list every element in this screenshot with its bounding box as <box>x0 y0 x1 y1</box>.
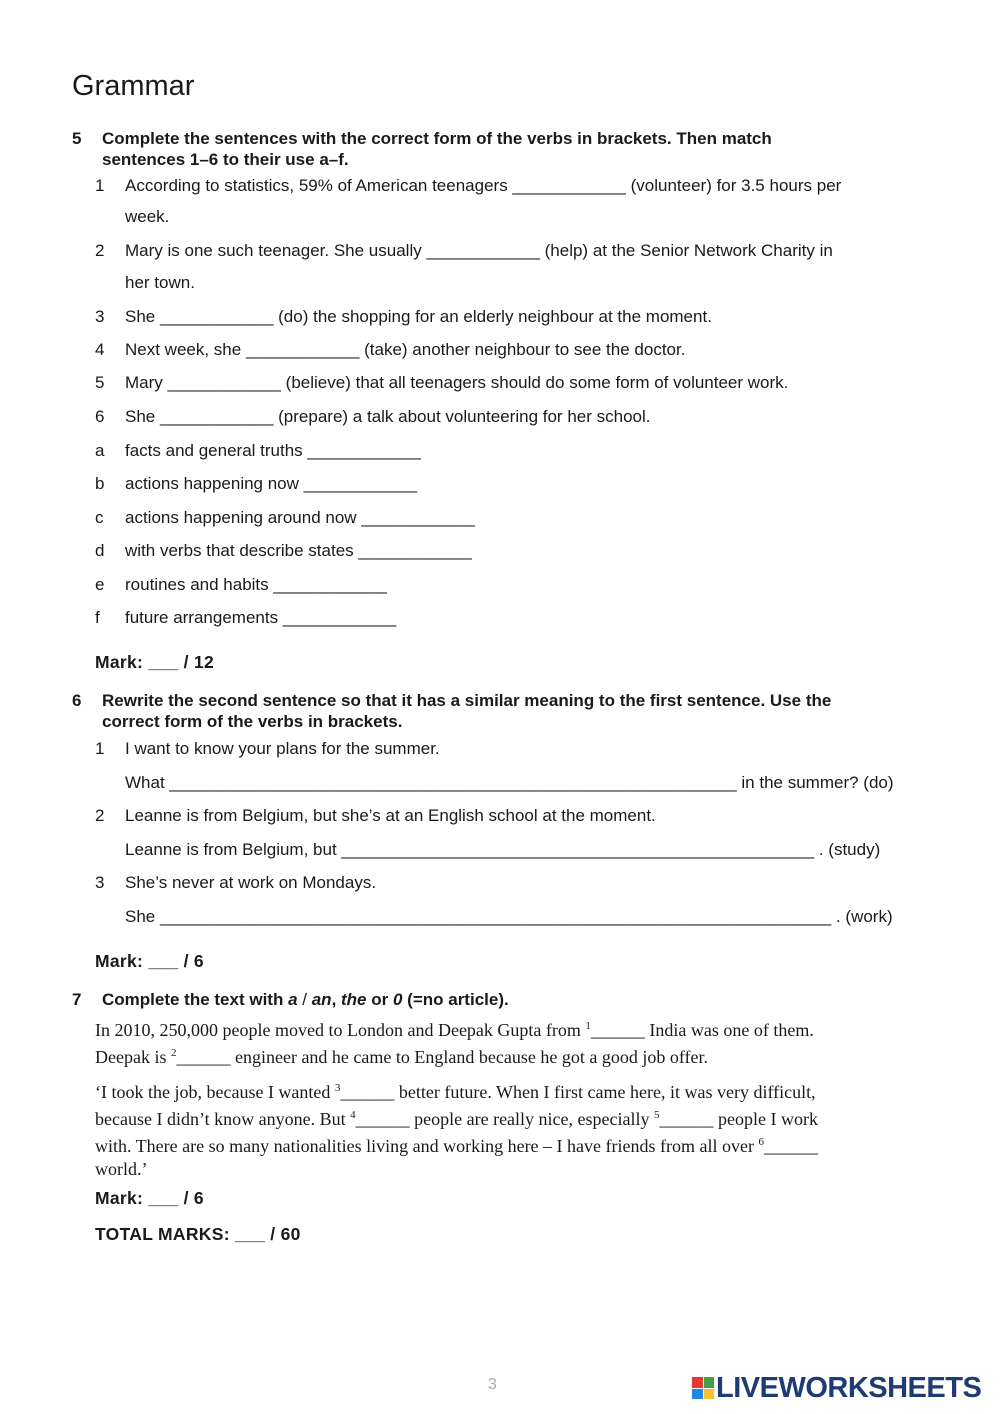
q6-item-3-rewrite: She _______________________________________________________________________ . (work) <box>125 907 893 926</box>
logo-text: LIVEWORKSHEETS <box>716 1371 982 1404</box>
q5-item-4-num: 4 <box>95 340 105 359</box>
q5-use-f-letter: f <box>95 608 100 627</box>
q5-item-3-num: 3 <box>95 307 105 326</box>
q5-item-2-num: 2 <box>95 241 105 260</box>
q5-item-6-num: 6 <box>95 407 105 426</box>
q6-instruction-line1: Rewrite the second sentence so that it has a similar meaning to the first sentence. Use the <box>102 691 832 710</box>
q6-item-3-prompt: She’s never at work on Mondays. <box>125 873 377 892</box>
q7-number: 7 <box>72 990 82 1009</box>
q6-item-1-rewrite: What ____________________________________________________________ in the summer? (do) <box>125 773 894 792</box>
liveworksheets-logo[interactable] <box>692 1373 981 1403</box>
q5-number: 5 <box>72 129 82 148</box>
q7-instruction: Complete the text with a / an, the or 0 (=no article). <box>102 990 509 1009</box>
q5-use-a-letter: a <box>95 441 105 460</box>
page-number: 3 <box>488 1376 497 1393</box>
q5-item-4-line1: Next week, she ____________ (take) another neighbour to see the doctor. <box>125 340 686 359</box>
q5-instruction-line2: sentences 1–6 to their use a–f. <box>102 150 349 169</box>
q5-item-6-line1: She ____________ (prepare) a talk about volunteering for her school. <box>125 407 651 426</box>
logo-icon <box>692 1377 714 1399</box>
q6-item-3-num: 3 <box>95 873 105 892</box>
total-marks: TOTAL MARKS: ___ / 60 <box>95 1224 301 1244</box>
q5-use-c-letter: c <box>95 508 104 527</box>
q5-item-3-line1: She ____________ (do) the shopping for an elderly neighbour at the moment. <box>125 307 712 326</box>
q6-item-1-prompt: I want to know your plans for the summer. <box>125 739 440 758</box>
q7-paragraph-1: In 2010, 250,000 people moved to London and Deepak Gupta from $^1$______ India was one of them. Deepak is $^2$______ engineer and he came to England because he got a good job offer. <box>95 1020 814 1067</box>
q7-mark: Mark: ___ / 6 <box>95 1188 204 1208</box>
q5-use-b-letter: b <box>95 474 105 493</box>
q7-paragraph-2: ‘I took the job, because I wanted $^3$______ better future. When I first came here, it was very difficult, because I didn’t know anyone. But $^4$______ people are really nice, especially $^5$______ people I work with. There are so many nationalities living and working here – I have friends from all over $^6$______ world.’ <box>95 1082 818 1179</box>
q5-mark: Mark: ___ / 12 <box>95 652 214 672</box>
q5-item-2-line2: her town. <box>125 273 195 292</box>
q5-item-1-line2: week. <box>125 207 170 226</box>
q5-use-d-letter: d <box>95 541 105 560</box>
q6-item-2-num: 2 <box>95 806 105 825</box>
q6-item-2-prompt: Leanne is from Belgium, but she’s at an English school at the moment. <box>125 806 656 825</box>
q6-instruction-line2: correct form of the verbs in brackets. <box>102 712 403 731</box>
q5-item-1-num: 1 <box>95 176 105 195</box>
q5-item-2-line1: Mary is one such teenager. She usually ____________ (help) at the Senior Network Charity in <box>125 241 833 260</box>
q6-mark: Mark: ___ / 6 <box>95 951 204 971</box>
q5-use-e-text: routines and habits ____________ <box>125 575 387 594</box>
q5-item-5-line1: Mary ____________ (believe) that all teenagers should do some form of volunteer work. <box>125 373 789 392</box>
q6-item-2-rewrite: Leanne is from Belgium, but __________________________________________________ . (study) <box>125 840 881 859</box>
q6-item-1-num: 1 <box>95 739 105 758</box>
q6-number: 6 <box>72 691 82 710</box>
q5-use-b-text: actions happening now ____________ <box>125 474 418 493</box>
q5-use-e-letter: e <box>95 575 105 594</box>
q5-use-f-text: future arrangements ____________ <box>125 608 397 627</box>
q5-item-5-num: 5 <box>95 373 105 392</box>
q5-instruction-line1: Complete the sentences with the correct form of the verbs in brackets. Then match <box>102 129 772 148</box>
q5-item-1-line1: According to statistics, 59% of American teenagers ____________ (volunteer) for 3.5 hours per <box>125 176 842 195</box>
q5-use-d-text: with verbs that describe states ____________ <box>125 541 472 560</box>
q5-use-a-text: facts and general truths ____________ <box>125 441 421 460</box>
q5-use-c-text: actions happening around now ____________ <box>125 508 475 527</box>
page-title: Grammar <box>72 70 195 102</box>
